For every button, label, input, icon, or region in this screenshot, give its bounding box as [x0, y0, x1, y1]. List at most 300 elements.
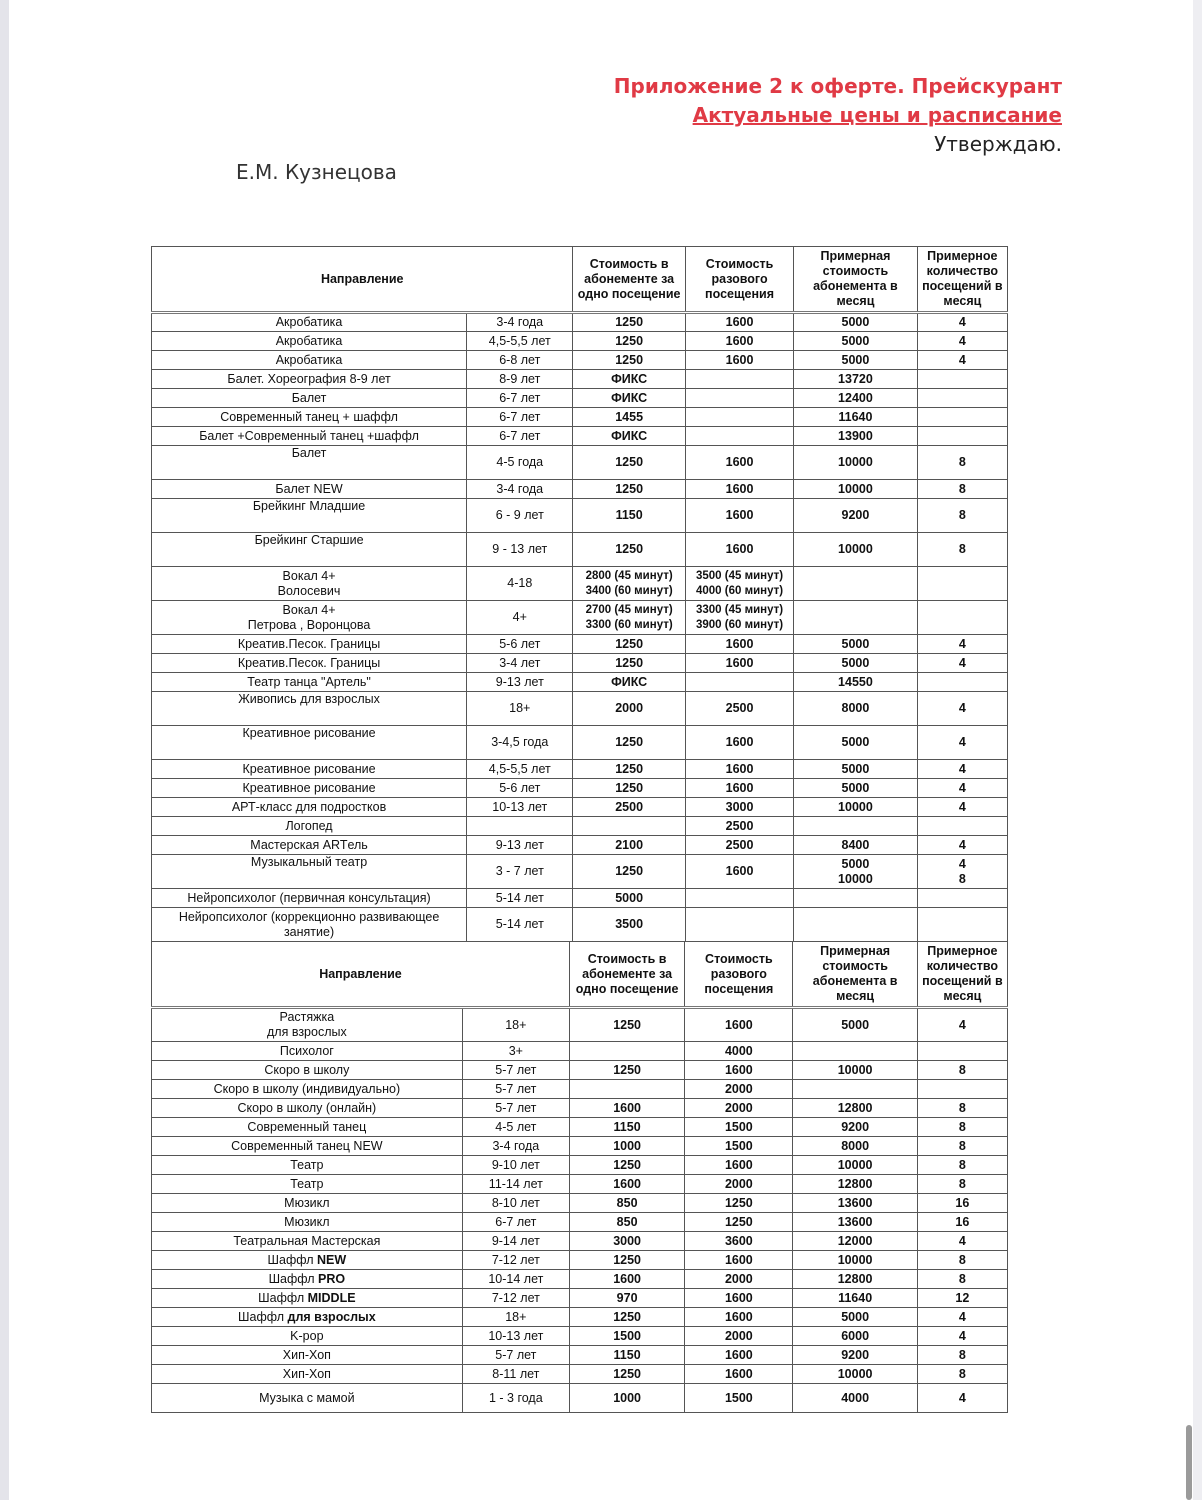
sub-price-cell-text: 850	[616, 1214, 638, 1229]
sub-price-cell-text: 1250	[615, 636, 644, 651]
direction-cell	[152, 836, 467, 855]
table-row	[152, 533, 1008, 567]
age-cell-text: 4-5 лет	[495, 1119, 537, 1134]
single-price-cell-text: 1600	[725, 333, 754, 348]
single-price-cell-text: 2000	[724, 1271, 753, 1286]
monthly-visits-cell	[917, 480, 1007, 499]
age-cell-text: 4,5-5,5 лет	[488, 761, 551, 776]
table-row	[152, 908, 1008, 942]
sub-price-cell-text: 850	[616, 1195, 638, 1210]
direction-cell	[152, 1042, 463, 1061]
table-row	[152, 726, 1008, 760]
monthly-visits-cell-text: 4	[958, 1017, 966, 1032]
monthly-cost-cell-text: 9200	[841, 1119, 870, 1134]
table-row	[152, 1061, 1008, 1080]
age-cell-text: 7-12 лет	[491, 1290, 540, 1305]
price-table-2	[151, 941, 1008, 1413]
direction-cell	[152, 389, 467, 408]
table-row	[152, 855, 1008, 889]
direction-cell	[152, 1384, 463, 1413]
monthly-visits-cell-text: 4	[958, 655, 966, 670]
direction-cell-text: Скоро в школу	[264, 1062, 350, 1077]
sub-price-cell-text: 1250	[613, 1252, 641, 1267]
table-row	[152, 798, 1008, 817]
monthly-visits-cell	[917, 1232, 1007, 1251]
monthly-visits-cell-text: 4	[958, 1233, 966, 1248]
single-price-cell	[685, 855, 793, 889]
direction-cell	[152, 1308, 463, 1327]
direction-cell-text: АРТ-класс для подростков	[231, 799, 387, 814]
table-row	[152, 389, 1008, 408]
monthly-cost-cell-text: 10000	[837, 1252, 873, 1267]
monthly-visits-cell	[917, 692, 1007, 726]
direction-cell-text: Театр	[290, 1176, 324, 1191]
monthly-visits-cell-text: 4	[958, 735, 966, 749]
monthly-visits-cell-text: 12	[955, 1290, 970, 1305]
direction-cell	[152, 1156, 463, 1175]
sub-price-cell-text: 1250	[613, 1062, 641, 1077]
monthly-visits-cell-text: 4	[958, 352, 966, 367]
age-cell-text: 11-14 лет	[488, 1176, 543, 1191]
monthly-visits-cell	[917, 1327, 1007, 1346]
direction-cell-text: Креативное рисование	[242, 761, 376, 776]
single-price-cell-text: 2500	[725, 701, 754, 715]
direction-cell-text: Брейкинг Старшие	[254, 533, 364, 547]
scrollbar-track[interactable]	[1193, 0, 1202, 1500]
sub-price-cell	[573, 480, 685, 499]
direction-cell	[152, 726, 467, 760]
direction-cell	[152, 499, 467, 533]
direction-cell-text: Креатив.Песок. Границы	[237, 655, 381, 670]
age-cell	[462, 1270, 569, 1289]
single-price-cell	[685, 332, 793, 351]
monthly-visits-cell	[917, 1289, 1007, 1308]
sub-price-cell-text: 2000	[615, 701, 644, 715]
sub-price-cell-text: 3500	[615, 917, 644, 931]
age-cell-text: 3-4 года	[492, 1138, 540, 1153]
sub-price-cell-text: 1250	[615, 352, 644, 367]
sub-price-cell-text: ФИКС	[611, 390, 648, 405]
monthly-visits-cell-text: 8	[958, 1347, 966, 1362]
single-price-cell	[685, 817, 793, 836]
monthly-cost-cell	[794, 499, 917, 533]
table-header-row	[152, 247, 1008, 313]
direction-cell-text: Шаффл	[258, 1290, 308, 1305]
single-price-cell	[685, 1008, 793, 1042]
table-row	[152, 1156, 1008, 1175]
monthly-cost-cell-text-line2: 10000	[838, 871, 873, 886]
table-row	[152, 654, 1008, 673]
direction-cell	[152, 817, 467, 836]
direction-cell-text-line2: для взрослых	[266, 1025, 347, 1039]
age-cell-text: 9 - 13 лет	[492, 542, 548, 556]
single-price-cell-text: 2500	[725, 837, 754, 852]
direction-cell-text: Шаффл	[238, 1309, 288, 1324]
age-cell-text: 3-4 года	[496, 315, 544, 329]
single-price-cell-text: 1600	[724, 1017, 753, 1032]
age-cell-text: 9-13 лет	[495, 837, 544, 852]
direction-cell	[152, 1061, 463, 1080]
direction-cell-bold-text: PRO	[318, 1271, 346, 1286]
monthly-cost-cell	[794, 817, 917, 836]
direction-cell	[152, 798, 467, 817]
direction-cell-text: Психолог	[279, 1043, 334, 1058]
monthly-visits-cell-text: 8	[958, 1176, 966, 1191]
monthly-cost-cell	[794, 480, 917, 499]
age-cell	[467, 332, 573, 351]
monthly-cost-cell	[794, 332, 917, 351]
single-price-cell	[685, 408, 793, 427]
col-single-price: Стоимость разового посещения	[685, 247, 793, 313]
table-row	[152, 446, 1008, 480]
sub-price-cell-text: 2100	[615, 837, 644, 852]
sub-price-cell-text: 1600	[613, 1176, 641, 1191]
sub-price-cell-text: 5000	[615, 890, 644, 905]
direction-cell-text: Балет. Хореография 8-9 лет	[227, 371, 391, 386]
direction-cell	[152, 1008, 463, 1042]
age-cell-text: 3-4 лет	[499, 655, 541, 670]
appendix-title: Приложение 2 к оферте. Прейскурант	[613, 74, 1062, 98]
single-price-cell	[685, 427, 793, 446]
sub-price-cell	[569, 1175, 684, 1194]
single-price-cell-text: 1600	[725, 542, 754, 556]
monthly-visits-cell	[917, 1061, 1007, 1080]
monthly-visits-cell-text: 8	[958, 1252, 966, 1267]
single-price-cell-text: 1250	[724, 1195, 753, 1210]
sub-price-cell-text: 1000	[613, 1138, 641, 1153]
table-row	[152, 836, 1008, 855]
age-cell	[467, 427, 573, 446]
sub-price-cell-text: 1250	[615, 864, 644, 878]
single-price-cell	[685, 1213, 793, 1232]
monthly-cost-cell	[794, 889, 917, 908]
single-price-cell-text: 2000	[724, 1081, 753, 1096]
direction-cell-text-line2: Волосевич	[277, 583, 341, 598]
direction-cell	[152, 1365, 463, 1384]
col-monthly-cost: Примерная стоимость абонемента в месяц	[793, 942, 917, 1008]
age-cell	[462, 1365, 569, 1384]
age-cell	[467, 889, 573, 908]
single-price-cell	[685, 499, 793, 533]
monthly-cost-cell	[794, 654, 917, 673]
monthly-cost-cell-text: 14550	[838, 674, 873, 689]
age-cell-text: 9-14 лет	[491, 1233, 540, 1248]
direction-cell-text: Современный танец	[247, 1119, 367, 1134]
age-cell-text: 1 - 3 года	[488, 1390, 543, 1405]
sub-price-cell-text: 2800 (45 минут)	[585, 569, 673, 582]
monthly-cost-cell	[793, 1099, 917, 1118]
age-cell	[462, 1213, 569, 1232]
direction-cell	[152, 692, 467, 726]
single-price-cell	[685, 908, 793, 942]
single-price-cell	[685, 1194, 793, 1213]
monthly-visits-cell	[917, 1346, 1007, 1365]
single-price-cell-text: 1600	[725, 508, 754, 522]
monthly-cost-cell-text: 6000	[841, 1328, 870, 1343]
monthly-visits-cell-text: 8	[958, 542, 966, 556]
sub-price-cell	[573, 533, 685, 567]
direction-cell	[152, 855, 467, 889]
single-price-cell-text: 1600	[725, 735, 754, 749]
age-cell-text: 10-13 лет	[492, 799, 548, 814]
age-cell	[467, 726, 573, 760]
monthly-visits-cell-text: 8	[958, 481, 966, 496]
sub-price-cell	[569, 1384, 684, 1413]
monthly-visits-cell-text: 4	[958, 761, 966, 776]
monthly-cost-cell	[794, 408, 917, 427]
age-cell	[462, 1175, 569, 1194]
direction-cell-text: Скоро в школу (индивидуально)	[213, 1081, 401, 1096]
direction-cell-text: Креативное рисование	[242, 780, 376, 795]
age-cell-text: 10-14 лет	[488, 1271, 544, 1286]
actual-prices-link[interactable]: Актуальные цены и расписание	[692, 103, 1062, 127]
document-header	[614, 72, 1062, 159]
sub-price-cell	[573, 779, 685, 798]
sub-price-cell	[569, 1008, 684, 1042]
monthly-cost-cell	[794, 855, 917, 889]
table-row	[152, 1327, 1008, 1346]
direction-cell	[152, 408, 467, 427]
monthly-cost-cell-text: 5000	[841, 735, 870, 749]
monthly-visits-cell	[917, 427, 1007, 446]
direction-cell-text-line2: Петрова , Воронцова	[247, 617, 371, 632]
direction-cell	[152, 1270, 463, 1289]
monthly-cost-cell-text: 5000	[841, 1309, 870, 1324]
monthly-visits-cell	[917, 654, 1007, 673]
sub-price-cell	[569, 1099, 684, 1118]
monthly-visits-cell-text: 4	[958, 315, 966, 329]
monthly-visits-cell	[917, 673, 1007, 692]
sub-price-cell-text: 1250	[615, 735, 644, 749]
single-price-cell-text: 1600	[725, 481, 754, 496]
monthly-cost-cell	[793, 1042, 917, 1061]
single-price-cell	[685, 889, 793, 908]
sub-price-cell-text: 1250	[615, 333, 644, 348]
sub-price-cell	[573, 635, 685, 654]
single-price-cell	[685, 798, 793, 817]
monthly-cost-cell	[794, 389, 917, 408]
monthly-cost-cell-text: 9200	[841, 508, 870, 522]
monthly-cost-cell	[794, 446, 917, 480]
age-cell	[462, 1118, 569, 1137]
table-row	[152, 1346, 1008, 1365]
direction-cell-text: Музыка с мамой	[259, 1390, 355, 1405]
monthly-cost-cell	[794, 798, 917, 817]
direction-cell	[152, 601, 467, 635]
age-cell-text: 8-11 лет	[492, 1366, 540, 1381]
monthly-cost-cell-text: 5000	[841, 780, 870, 795]
monthly-visits-cell-text: 4	[958, 1328, 966, 1343]
age-cell-text: 4-5 года	[496, 455, 544, 469]
single-price-cell-text: 1600	[725, 352, 754, 367]
age-cell-text: 6-7 лет	[499, 428, 541, 443]
direction-cell-text: Театральная Мастерская	[233, 1233, 381, 1248]
monthly-visits-cell	[917, 1365, 1007, 1384]
single-price-cell-text: 1500	[724, 1119, 753, 1134]
monthly-visits-cell-text: 8	[958, 1100, 966, 1115]
monthly-cost-cell	[793, 1346, 917, 1365]
single-price-cell-text: 2500	[725, 818, 754, 833]
monthly-cost-cell-text: 5000	[841, 1017, 870, 1032]
sub-price-cell	[573, 654, 685, 673]
monthly-visits-cell	[917, 408, 1007, 427]
table-row	[152, 889, 1008, 908]
monthly-cost-cell-text: 10000	[837, 1366, 873, 1381]
single-price-cell-text: 4000	[724, 1043, 753, 1058]
single-price-cell	[685, 654, 793, 673]
monthly-cost-cell-text: 5000	[841, 352, 870, 367]
monthly-visits-cell	[917, 1384, 1007, 1413]
single-price-cell	[685, 760, 793, 779]
single-price-cell-text: 1600	[724, 1309, 753, 1324]
direction-cell	[152, 1118, 463, 1137]
monthly-cost-cell	[794, 673, 917, 692]
single-price-cell-text: 1600	[725, 761, 754, 776]
monthly-visits-cell	[917, 533, 1007, 567]
monthly-visits-cell	[917, 567, 1007, 601]
direction-cell-text: Живопись для взрослых	[238, 692, 380, 706]
single-price-cell	[685, 836, 793, 855]
direction-cell	[152, 567, 467, 601]
direction-cell-text: Хип-Хоп	[282, 1347, 331, 1362]
monthly-cost-cell-text: 13600	[837, 1214, 873, 1229]
monthly-visits-cell-text: 4	[958, 1309, 966, 1324]
direction-cell	[152, 889, 467, 908]
age-cell-text: 6 - 9 лет	[495, 508, 544, 522]
monthly-cost-cell-text: 9200	[841, 1347, 870, 1362]
monthly-cost-cell	[793, 1194, 917, 1213]
col-sub-price: Стоимость в абонементе за одно посещение	[573, 247, 685, 313]
single-price-cell-text: 1600	[725, 780, 754, 795]
direction-cell	[152, 1251, 463, 1270]
sub-price-cell-text: 1600	[613, 1100, 641, 1115]
sub-price-cell	[573, 673, 685, 692]
monthly-cost-cell-text: 10000	[837, 1157, 873, 1172]
single-price-cell-text-line2: 4000 (60 минут)	[695, 584, 784, 597]
single-price-cell	[685, 692, 793, 726]
age-cell	[467, 817, 573, 836]
sub-price-cell-text: 1250	[615, 315, 644, 329]
age-cell-text: 5-6 лет	[499, 636, 541, 651]
sub-price-cell	[573, 889, 685, 908]
monthly-cost-cell	[793, 1137, 917, 1156]
sub-price-cell	[569, 1042, 684, 1061]
monthly-visits-cell	[917, 908, 1007, 942]
monthly-visits-cell-text: 8	[958, 1366, 966, 1381]
age-cell	[467, 408, 573, 427]
sub-price-cell	[573, 601, 685, 635]
direction-cell-text: Акробатика	[275, 315, 343, 329]
monthly-visits-cell-text: 8	[958, 508, 966, 522]
monthly-cost-cell-text: 10000	[838, 542, 873, 556]
monthly-visits-cell	[917, 1194, 1007, 1213]
col-direction: Направление	[152, 247, 573, 313]
single-price-cell-text: 1500	[724, 1390, 753, 1405]
table-row	[152, 1175, 1008, 1194]
single-price-cell-text: 1600	[724, 1252, 753, 1267]
monthly-cost-cell-text: 12400	[838, 390, 873, 405]
monthly-cost-cell	[793, 1008, 917, 1042]
monthly-cost-cell	[794, 836, 917, 855]
direction-cell-text: Балет	[291, 390, 327, 405]
monthly-cost-cell	[793, 1232, 917, 1251]
monthly-visits-cell	[917, 1213, 1007, 1232]
monthly-cost-cell-text: 5000	[841, 333, 870, 348]
table-row	[152, 1213, 1008, 1232]
age-cell-text: 9-10 лет	[491, 1157, 540, 1172]
monthly-visits-cell	[917, 1042, 1007, 1061]
sub-price-cell-text: 3000	[613, 1233, 641, 1248]
sub-price-cell-text: 1250	[613, 1366, 641, 1381]
single-price-cell	[685, 635, 793, 654]
sub-price-cell	[573, 855, 685, 889]
monthly-cost-cell-text: 11640	[838, 1290, 873, 1305]
age-cell	[467, 798, 573, 817]
age-cell-text: 4-18	[507, 576, 533, 590]
sub-price-cell-text: 1250	[615, 481, 644, 496]
single-price-cell	[685, 533, 793, 567]
table-row	[152, 635, 1008, 654]
sub-price-cell-text: 1150	[613, 1119, 641, 1134]
monthly-cost-cell-text: 4000	[841, 1390, 870, 1405]
sub-price-cell	[573, 389, 685, 408]
age-cell-text: 6-7 лет	[495, 1214, 537, 1229]
direction-cell	[152, 1099, 463, 1118]
single-price-cell	[685, 1270, 793, 1289]
monthly-visits-cell-text: 4	[958, 837, 966, 852]
age-cell-text: 5-14 лет	[495, 917, 544, 931]
direction-cell-text-line2: занятие)	[283, 924, 335, 939]
direction-cell	[152, 1080, 463, 1099]
age-cell-text: 18+	[505, 1017, 527, 1032]
direction-cell-text: Театр танца "Артель"	[247, 674, 371, 689]
monthly-visits-cell	[917, 499, 1007, 533]
single-price-cell	[685, 1365, 793, 1384]
sub-price-cell	[573, 332, 685, 351]
price-table-1	[151, 246, 1008, 942]
sub-price-cell-text: 1250	[613, 1157, 641, 1172]
table-header-row	[152, 942, 1008, 1008]
sub-price-cell	[573, 408, 685, 427]
sub-price-cell	[569, 1061, 684, 1080]
direction-cell	[152, 654, 467, 673]
sub-price-cell-text: 1250	[615, 542, 644, 556]
age-cell-text: 3+	[508, 1043, 523, 1058]
direction-cell	[152, 1213, 463, 1232]
single-price-cell	[685, 351, 793, 370]
sub-price-cell	[573, 817, 685, 836]
table-row	[152, 1308, 1008, 1327]
direction-cell-text: Брейкинг Младшие	[252, 499, 366, 513]
single-price-cell	[685, 1251, 793, 1270]
single-price-cell-text: 1600	[724, 1347, 753, 1362]
table-row	[152, 1194, 1008, 1213]
monthly-visits-cell-text: 8	[958, 1062, 966, 1077]
sub-price-cell	[573, 499, 685, 533]
age-cell	[467, 654, 573, 673]
col-monthly-cost: Примерная стоимость абонемента в месяц	[794, 247, 917, 313]
sub-price-cell-text: ФИКС	[611, 674, 648, 689]
sub-price-cell-text: 1150	[613, 1347, 641, 1362]
single-price-cell	[685, 1118, 793, 1137]
monthly-cost-cell	[793, 1251, 917, 1270]
single-price-cell	[685, 1042, 793, 1061]
scrollbar-thumb[interactable]	[1186, 1425, 1192, 1500]
age-cell	[467, 635, 573, 654]
age-cell-text: 5-14 лет	[495, 890, 544, 905]
direction-cell-text: Шаффл	[267, 1252, 318, 1267]
direction-cell	[152, 779, 467, 798]
